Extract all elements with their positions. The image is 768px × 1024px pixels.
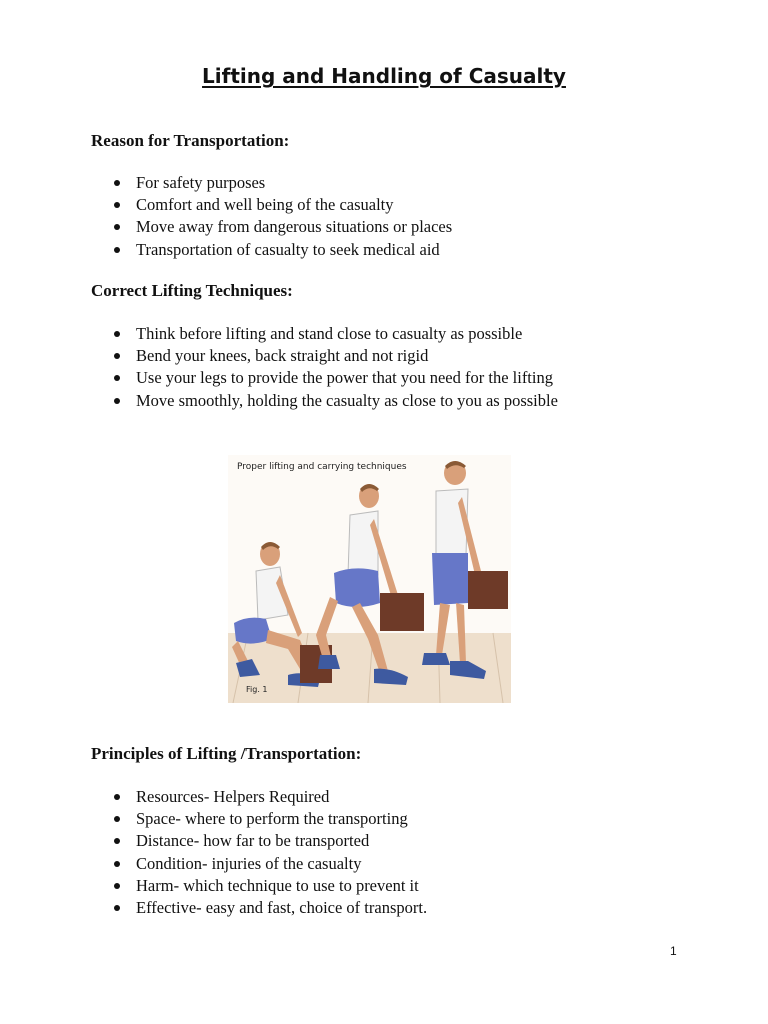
figure-caption: Proper lifting and carrying techniques <box>237 462 407 472</box>
figure-label: Fig. 1 <box>246 685 268 694</box>
page-number: 1 <box>670 944 677 958</box>
lifting-figures-drawing <box>228 455 511 703</box>
reason-list <box>0 172 452 261</box>
list-item: For safety purposes <box>0 172 452 194</box>
lifting-illustration <box>228 455 511 703</box>
techniques-list <box>0 323 558 412</box>
list-item: Think before lifting and stand close to casualty as possible <box>0 323 558 345</box>
list-item: Transportation of casualty to seek medical aid <box>0 239 452 261</box>
list-item: Space- where to perform the transporting <box>0 808 427 830</box>
list-item: Move smoothly, holding the casualty as close to you as possible <box>0 390 558 412</box>
section-heading-reason: Reason for Transportation: <box>91 131 290 150</box>
list-item: Distance- how far to be transported <box>0 830 427 852</box>
list-item: Effective- easy and fast, choice of transport. <box>0 897 427 919</box>
document-title: Lifting and Handling of Casualty <box>202 64 566 88</box>
list-item: Comfort and well being of the casualty <box>0 194 452 216</box>
list-item: Condition- injuries of the casualty <box>0 853 427 875</box>
list-item: Harm- which technique to use to prevent it <box>0 875 427 897</box>
list-item: Resources- Helpers Required <box>0 786 427 808</box>
list-item: Use your legs to provide the power that you need for the lifting <box>0 367 558 389</box>
list-item: Move away from dangerous situations or places <box>0 216 452 238</box>
section-heading-principles: Principles of Lifting /Transportation: <box>91 744 362 763</box>
section-heading-techniques: Correct Lifting Techniques: <box>91 281 293 300</box>
principles-list <box>0 786 427 919</box>
list-item: Bend your knees, back straight and not rigid <box>0 345 558 367</box>
